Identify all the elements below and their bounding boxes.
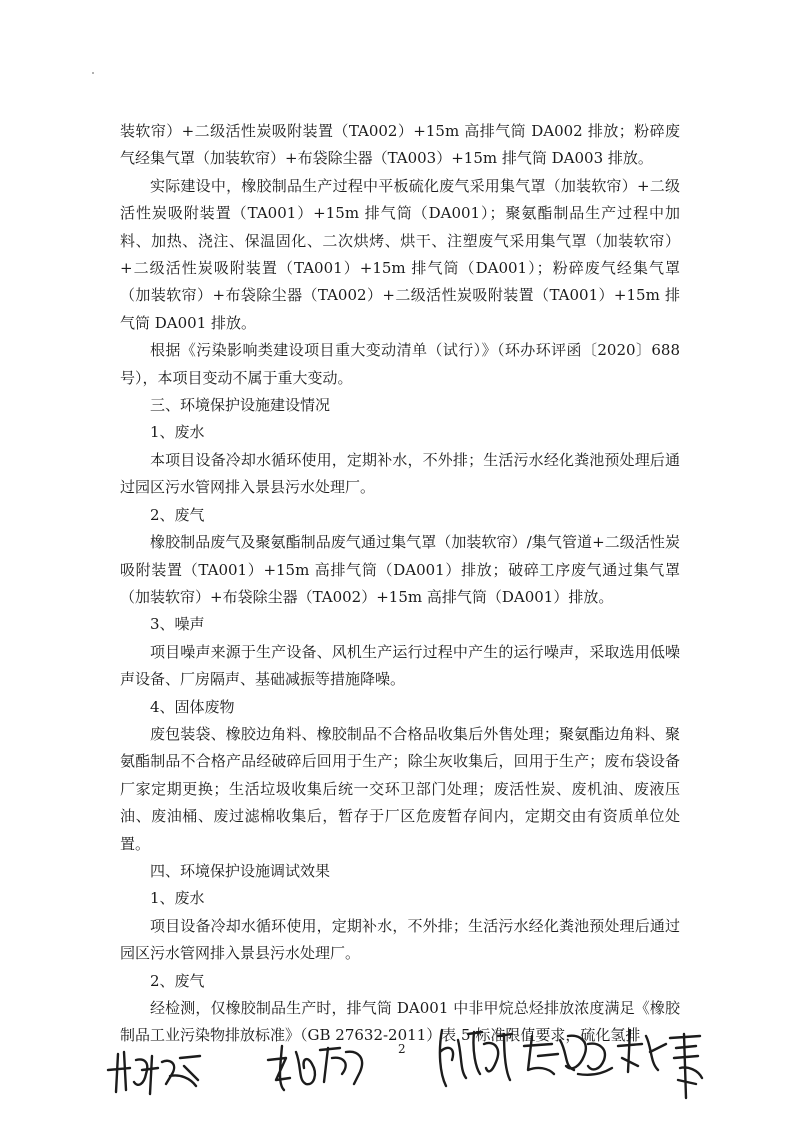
paragraph-continuation: 装软帘）+二级活性炭吸附装置（TA002）+15m 高排气筒 DA002 排放；粉碎废气经集气罩（加装软帘）+布袋除尘器（TA003）+15m 排气筒 DA003 排放。	[120, 122, 680, 168]
paragraph-solid-waste: 废包装袋、橡胶边角料、橡胶制品不合格品收集后外售处理；聚氨酯边角料、聚氨酯制品不合格产品经破碎后回用于生产；除尘灰收集后，回用于生产；废布袋设备厂家定期更换；生活垃圾收集后统一交环卫部门处理；废活性炭、废机油、废液压油、废油桶、废过滤棉收集后，暂存于厂区危废暂存间内，定期交由有资质单位处置。	[120, 724, 680, 853]
handwritten-signature-5	[612, 1022, 712, 1102]
section-heading-3: 三、环境保护设施建设情况	[150, 396, 331, 415]
paragraph-waste-gas: 橡胶制品废气及聚氨酯制品废气通过集气罩（加装软帘）/集气管道+二级活性炭吸附装置（TA001）+15m 高排气筒（DA001）排放；破碎工序废气通过集气罩（加装软帘）+布袋除尘器（TA002）+15m 高排气筒（DA001）排放。	[120, 533, 680, 606]
subheading-waste-gas: 2、废气	[150, 505, 205, 524]
paragraph-wastewater: 本项目设备冷却水循环使用，定期补水，不外排；生活污水经化粪池预处理后通过园区污水管网排入景县污水处理厂。	[120, 450, 680, 497]
handwritten-signature-4	[518, 1026, 618, 1086]
scan-speck	[92, 72, 94, 74]
handwritten-signature-2	[262, 1038, 372, 1096]
page-number: 2	[398, 1042, 406, 1056]
section-heading-4: 四、环境保护设施调试效果	[150, 861, 331, 880]
subheading-solid-waste: 4、固体废物	[150, 697, 235, 716]
paragraph-waste-gas-testing: 经检测，仅橡胶制品生产时，排气筒 DA001 中非甲烷总烃排放浓度满足《橡胶制品工业污染物排放标准》（GB 27632-2011）表 5 标准限值要求，硫化氢排	[120, 999, 680, 1045]
handwritten-signature-1	[100, 1040, 210, 1100]
paragraph-noise: 项目噪声来源于生产设备、风机生产运行过程中产生的运行噪声，采取选用低噪声设备、厂房隔声、基础减振等措施降噪。	[120, 642, 680, 689]
subheading-noise: 3、噪声	[150, 615, 205, 634]
subheading-wastewater-2: 1、废水	[150, 889, 205, 908]
paragraph-wastewater-2: 项目设备冷却水循环使用，定期补水，不外排；生活污水经化粪池预处理后通过园区污水管网排入景县污水处理厂。	[120, 916, 680, 963]
paragraph-actual-construction: 实际建设中，橡胶制品生产过程中平板硫化废气采用集气罩（加装软帘）+二级活性炭吸附装置（TA001）+15m 排气筒（DA001）；聚氨酯制品生产过程中加料、加热、浇注、保温固化、二次烘烤、烘干、注塑废气采用集气罩（加装软帘）+二级活性炭吸附装置（TA001）+15m 排气筒（DA001）；粉碎废气经集气罩（加装软帘）+布袋除尘器（TA002）+二级活性炭吸附装置（TA001）+15m 排气筒 DA001 排放。	[120, 176, 680, 332]
body-text	[120, 118, 680, 1050]
subheading-wastewater: 1、废水	[150, 423, 205, 442]
handwritten-signature-3	[432, 1022, 522, 1092]
paragraph-major-change: 根据《污染影响类建设项目重大变动清单（试行）》（环办环评函〔2020〕688 号），本项目变动不属于重大变动。	[120, 341, 680, 387]
subheading-waste-gas-2: 2、废气	[150, 971, 205, 990]
